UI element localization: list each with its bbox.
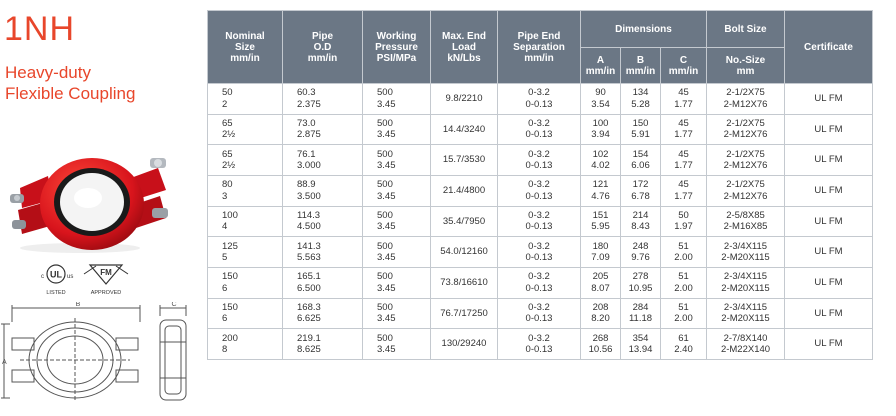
cell-bolt: 2-1/2X75 2-M12X76 xyxy=(707,84,785,115)
cell-load: 73.8/16610 xyxy=(431,267,498,298)
cell-od: 73.0 2.875 xyxy=(283,114,363,145)
cell-cert: UL FM xyxy=(785,175,873,206)
cell-b: 248 9.76 xyxy=(621,237,661,268)
cell-load: 15.7/3530 xyxy=(431,145,498,176)
cell-a: 151 5.95 xyxy=(581,206,621,237)
ul-listed-icon xyxy=(41,265,73,296)
cell-pressure: 500 3.45 xyxy=(363,298,431,329)
header-max-end-load: Max. End Load kN/Lbs xyxy=(431,11,498,84)
table-row xyxy=(208,206,873,237)
cell-load: 54.0/12160 xyxy=(431,237,498,268)
cell-c: 51 2.00 xyxy=(661,237,707,268)
ul-mark: UL xyxy=(50,269,62,280)
cell-cert: UL FM xyxy=(785,267,873,298)
cell-bolt: 2-7/8X140 2-M22X140 xyxy=(707,329,785,360)
cell-size: 50 2 xyxy=(208,84,283,115)
table-row xyxy=(208,175,873,206)
cell-c: 61 2.40 xyxy=(661,329,707,360)
cell-od: 141.3 5.563 xyxy=(283,237,363,268)
cell-pressure: 500 3.45 xyxy=(363,175,431,206)
cell-cert: UL FM xyxy=(785,114,873,145)
cell-c: 45 1.77 xyxy=(661,145,707,176)
table-row xyxy=(208,298,873,329)
product-subtitle xyxy=(5,62,135,104)
table-row xyxy=(208,267,873,298)
cell-b: 214 8.43 xyxy=(621,206,661,237)
header-dim-c: C mm/in xyxy=(661,48,707,84)
coupling-front-drawing xyxy=(0,302,150,410)
cell-c: 51 2.00 xyxy=(661,298,707,329)
ul-us-mark: us xyxy=(67,274,74,280)
cell-c: 45 1.77 xyxy=(661,84,707,115)
cell-a: 268 10.56 xyxy=(581,329,621,360)
spec-table xyxy=(207,10,873,360)
cell-b: 154 6.06 xyxy=(621,145,661,176)
cell-size: 150 6 xyxy=(208,267,283,298)
cell-sep: 0-3.2 0-0.13 xyxy=(498,175,581,206)
subtitle-line: Heavy-duty xyxy=(5,63,91,82)
cell-pressure: 500 3.45 xyxy=(363,237,431,268)
header-dim-a: A mm/in xyxy=(581,48,621,84)
cell-load: 76.7/17250 xyxy=(431,298,498,329)
cell-sep: 0-3.2 0-0.13 xyxy=(498,329,581,360)
fm-approved-icon xyxy=(84,265,128,296)
ul-label: LISTED xyxy=(46,290,66,296)
cell-c: 51 2.00 xyxy=(661,267,707,298)
spec-table-body xyxy=(208,84,873,360)
certification-marks xyxy=(38,262,138,298)
cell-sep: 0-3.2 0-0.13 xyxy=(498,237,581,268)
cell-cert: UL FM xyxy=(785,237,873,268)
cell-load: 9.8/2210 xyxy=(431,84,498,115)
cell-a: 121 4.76 xyxy=(581,175,621,206)
cell-a: 205 8.07 xyxy=(581,267,621,298)
ul-c-mark: c xyxy=(41,274,44,280)
cell-bolt: 2-3/4X115 2-M20X115 xyxy=(707,237,785,268)
dimension-b-label: B xyxy=(75,302,81,308)
cell-bolt: 2-3/4X115 2-M20X115 xyxy=(707,298,785,329)
cell-cert: UL FM xyxy=(785,298,873,329)
product-title: 1NH xyxy=(4,10,76,48)
cell-a: 180 7.09 xyxy=(581,237,621,268)
cell-a: 90 3.54 xyxy=(581,84,621,115)
cell-b: 150 5.91 xyxy=(621,114,661,145)
cell-od: 165.1 6.500 xyxy=(283,267,363,298)
cell-load: 14.4/3240 xyxy=(431,114,498,145)
table-row xyxy=(208,145,873,176)
cell-size: 80 3 xyxy=(208,175,283,206)
cell-c: 50 1.97 xyxy=(661,206,707,237)
cell-a: 102 4.02 xyxy=(581,145,621,176)
cell-bolt: 2-1/2X75 2-M12X76 xyxy=(707,145,785,176)
table-row xyxy=(208,237,873,268)
cell-pressure: 500 3.45 xyxy=(363,114,431,145)
cell-size: 150 6 xyxy=(208,298,283,329)
cell-cert: UL FM xyxy=(785,329,873,360)
subtitle-line: Flexible Coupling xyxy=(5,84,136,103)
cell-a: 208 8.20 xyxy=(581,298,621,329)
cell-size: 100 4 xyxy=(208,206,283,237)
cell-b: 134 5.28 xyxy=(621,84,661,115)
cell-b: 278 10.95 xyxy=(621,267,661,298)
cell-size: 200 8 xyxy=(208,329,283,360)
cell-pressure: 500 3.45 xyxy=(363,84,431,115)
cell-sep: 0-3.2 0-0.13 xyxy=(498,267,581,298)
header-pipe-od: Pipe O.D mm/in xyxy=(283,11,363,84)
cell-pressure: 500 3.45 xyxy=(363,329,431,360)
cell-b: 354 13.94 xyxy=(621,329,661,360)
cell-pressure: 500 3.45 xyxy=(363,206,431,237)
header-working-pressure: Working Pressure PSI/MPa xyxy=(363,11,431,84)
cell-c: 45 1.77 xyxy=(661,175,707,206)
header-nominal-size: Nominal Size mm/in xyxy=(208,11,283,84)
header-dimensions: Dimensions xyxy=(581,11,707,48)
cell-pressure: 500 3.45 xyxy=(363,145,431,176)
coupling-side-drawing xyxy=(152,302,194,410)
cell-bolt: 2-1/2X75 2-M12X76 xyxy=(707,175,785,206)
cell-cert: UL FM xyxy=(785,206,873,237)
cell-cert: UL FM xyxy=(785,84,873,115)
dimension-c-label: C xyxy=(171,302,177,308)
cell-b: 284 11.18 xyxy=(621,298,661,329)
cell-cert: UL FM xyxy=(785,145,873,176)
cell-load: 21.4/4800 xyxy=(431,175,498,206)
cell-bolt: 2-5/8X85 2-M16X85 xyxy=(707,206,785,237)
header-bolt-no-size: No.-Size mm xyxy=(707,48,785,84)
cell-od: 114.3 4.500 xyxy=(283,206,363,237)
cell-a: 100 3.94 xyxy=(581,114,621,145)
table-row xyxy=(208,329,873,360)
cell-bolt: 2-1/2X75 2-M12X76 xyxy=(707,114,785,145)
cell-pressure: 500 3.45 xyxy=(363,267,431,298)
cell-size: 125 5 xyxy=(208,237,283,268)
cell-load: 130/29240 xyxy=(431,329,498,360)
table-row xyxy=(208,84,873,115)
table-row xyxy=(208,114,873,145)
header-pipe-end-separation: Pipe End Separation mm/in xyxy=(498,11,581,84)
cell-od: 76.1 3.000 xyxy=(283,145,363,176)
cell-size: 65 2½ xyxy=(208,145,283,176)
header-bolt-size: Bolt Size xyxy=(707,11,785,48)
cell-sep: 0-3.2 0-0.13 xyxy=(498,114,581,145)
header-dim-b: B mm/in xyxy=(621,48,661,84)
cell-od: 88.9 3.500 xyxy=(283,175,363,206)
cell-od: 60.3 2.375 xyxy=(283,84,363,115)
header-certificate: Certificate xyxy=(785,11,873,84)
cell-sep: 0-3.2 0-0.13 xyxy=(498,145,581,176)
cell-load: 35.4/7950 xyxy=(431,206,498,237)
coupling-product-image xyxy=(0,138,190,254)
cell-sep: 0-3.2 0-0.13 xyxy=(498,206,581,237)
cell-bolt: 2-3/4X115 2-M20X115 xyxy=(707,267,785,298)
fm-label: APPROVED xyxy=(90,290,122,296)
cell-c: 45 1.77 xyxy=(661,114,707,145)
cell-sep: 0-3.2 0-0.13 xyxy=(498,298,581,329)
dimension-a-label: A xyxy=(2,359,7,366)
cell-sep: 0-3.2 0-0.13 xyxy=(498,84,581,115)
cell-b: 172 6.78 xyxy=(621,175,661,206)
cell-od: 219.1 8.625 xyxy=(283,329,363,360)
fm-mark: FM xyxy=(100,268,112,277)
cell-size: 65 2½ xyxy=(208,114,283,145)
cell-od: 168.3 6.625 xyxy=(283,298,363,329)
